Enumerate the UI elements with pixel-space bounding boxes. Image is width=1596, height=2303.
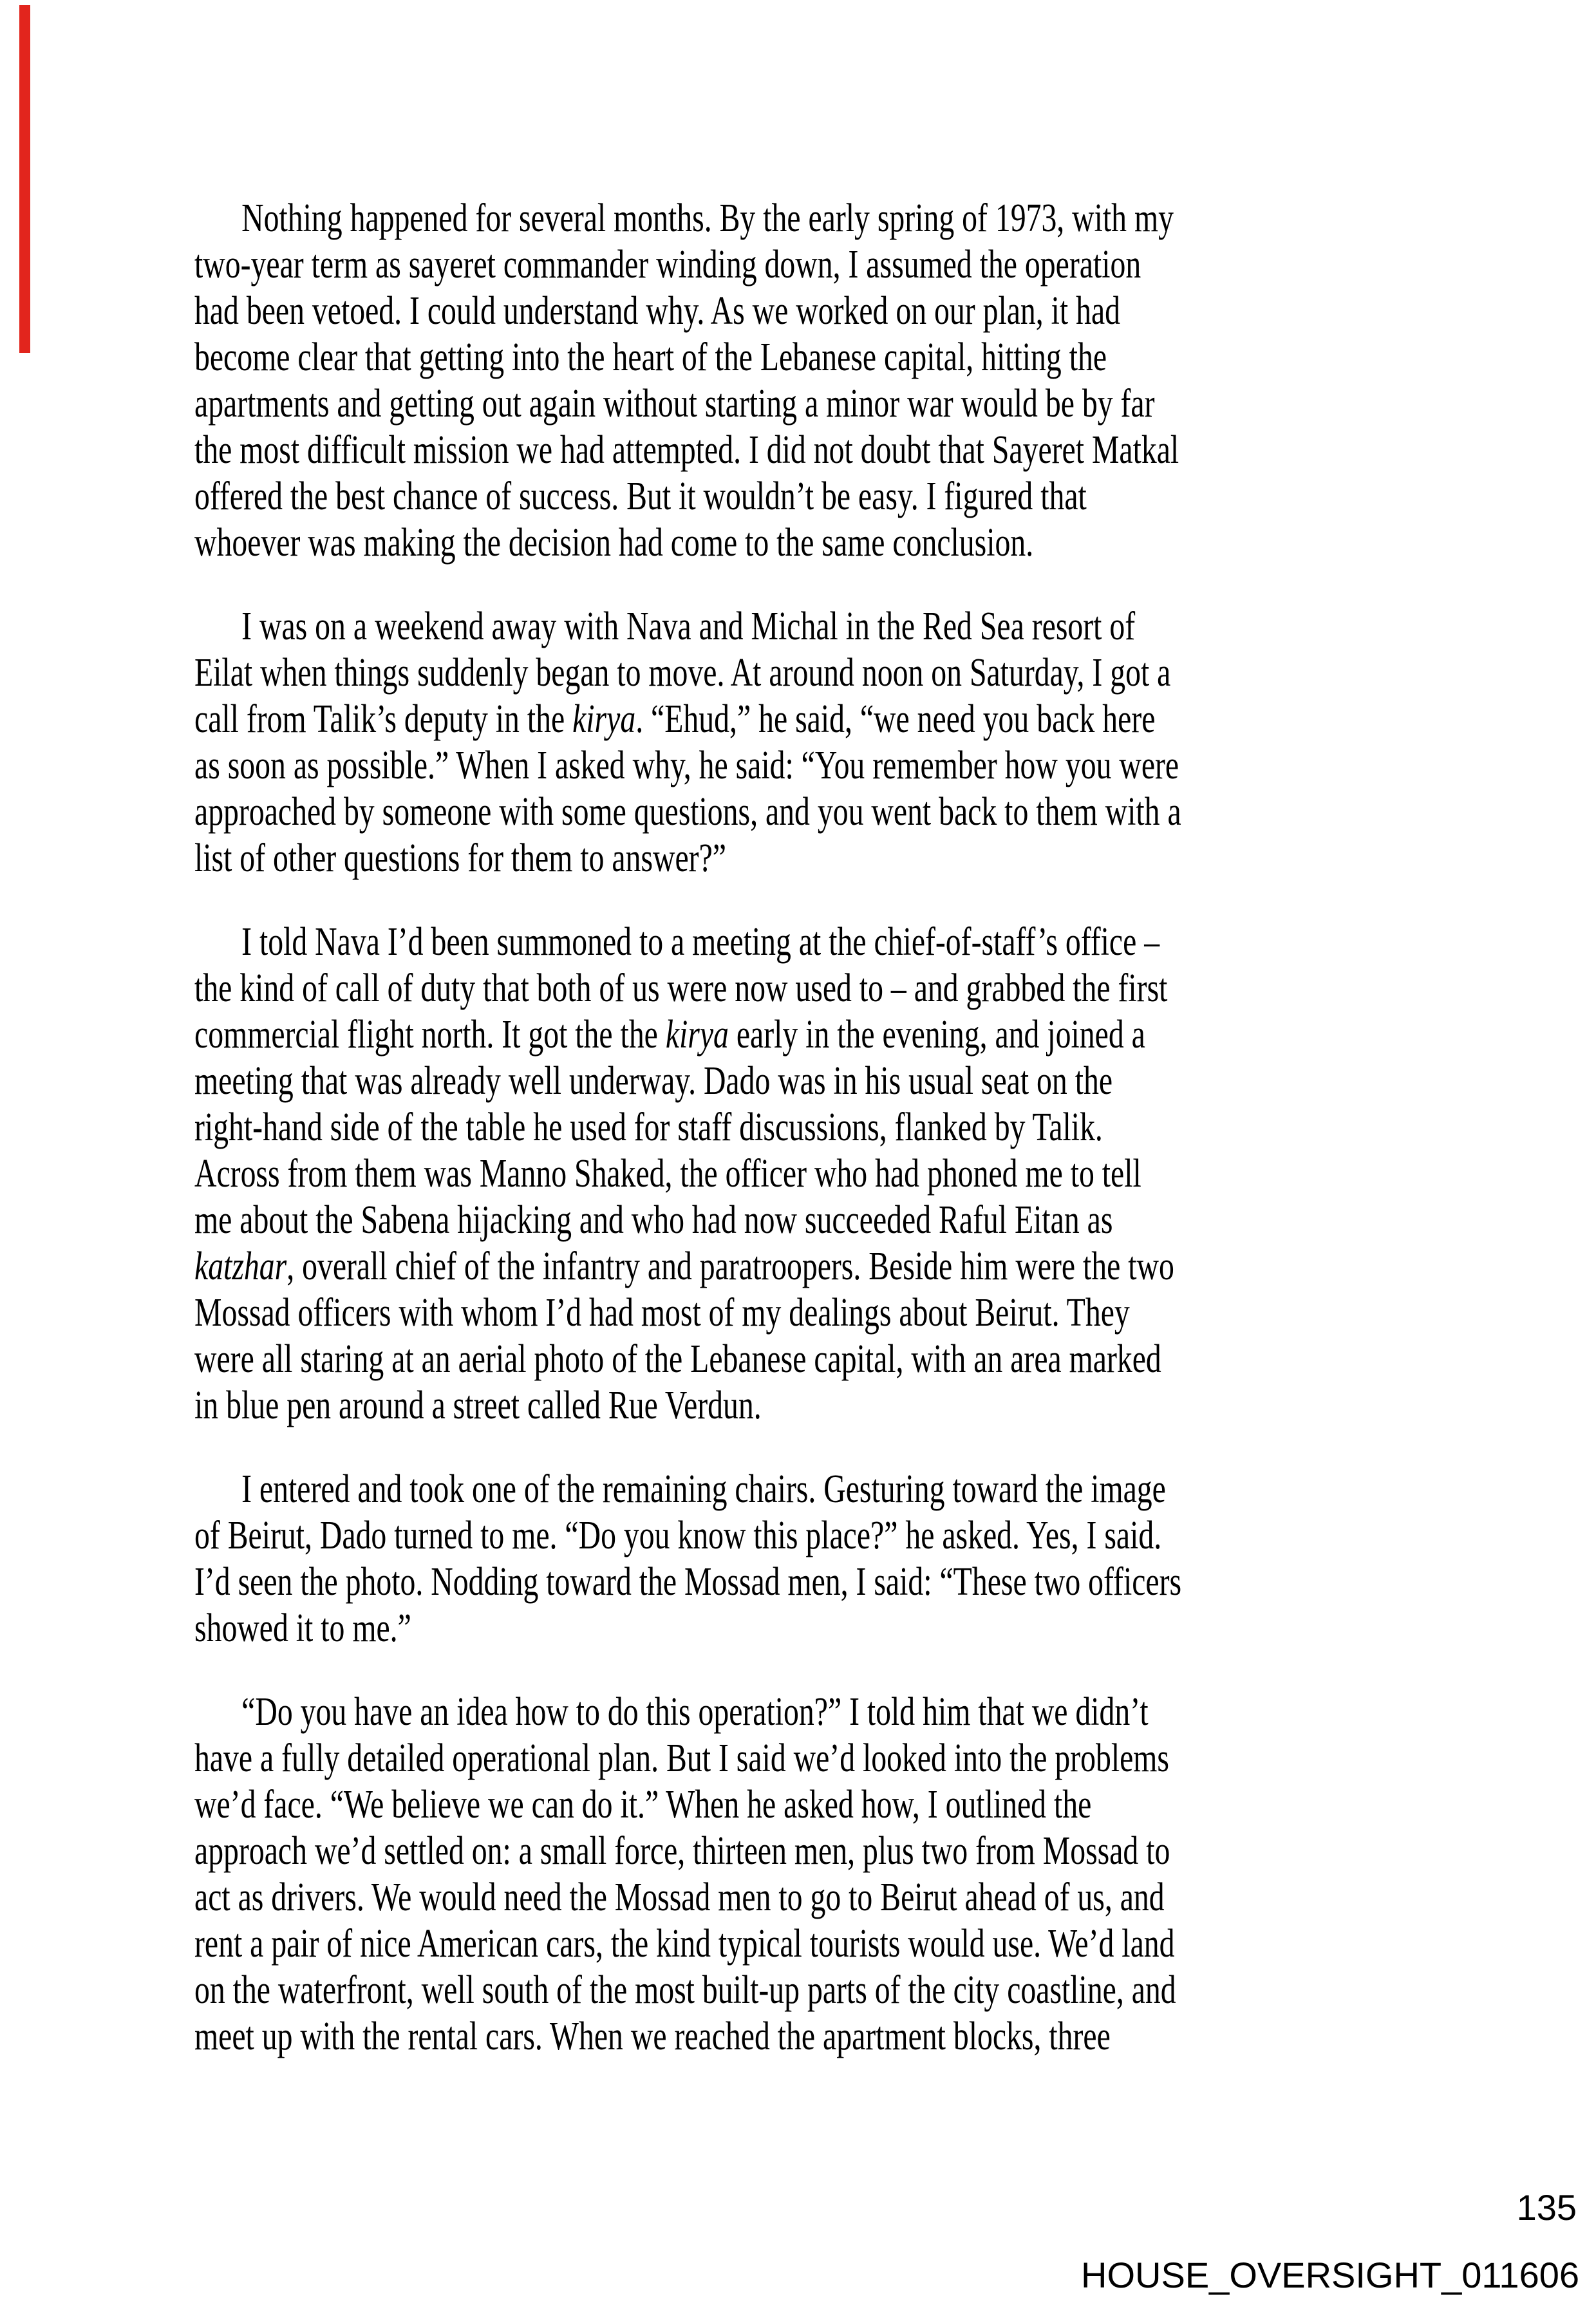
text-line: meet up with the rental cars. When we reached the apartment blocks, three [194, 2015, 1111, 2058]
text-line: two-year term as sayeret commander winding down, I assumed the operation [194, 243, 1141, 287]
text-line: approached by someone with some questions, and you went back to them with a [194, 790, 1181, 834]
paragraph [194, 1689, 1443, 2060]
paragraph [194, 1466, 1443, 1651]
text-line: showed it to me.” [194, 1606, 411, 1650]
paragraph [194, 195, 1443, 566]
text-line: Nothing happened for several months. By the early spring of 1973, with my [241, 196, 1174, 240]
text-line: “Do you have an idea how to do this operation?” I told him that we didn’t [241, 1690, 1149, 1734]
text-line: offered the best chance of success. But it wouldn’t be easy. I figured that [194, 475, 1087, 518]
text-line: right-hand side of the table he used for staff discussions, flanked by Talik. [194, 1105, 1103, 1149]
text-line: have a fully detailed operational plan. But I said we’d looked into the problems [194, 1736, 1170, 1780]
text-line: of Beirut, Dado turned to me. “Do you know this place?” he asked. Yes, I said. [194, 1514, 1162, 1557]
text-line: I was on a weekend away with Nava and Michal in the Red Sea resort of [241, 605, 1136, 648]
text-line: as soon as possible.” When I asked why, he said: “You remember how you were [194, 744, 1179, 787]
text-line: Eilat when things suddenly began to move. At around noon on Saturday, I got a [194, 651, 1171, 695]
text-line: commercial flight north. It got the the kirya early in the evening, and joined a [194, 1013, 1145, 1057]
text-line: apartments and getting out again without starting a minor war would be by far [194, 382, 1155, 426]
page-number: 135 [1516, 2187, 1577, 2228]
text-line: act as drivers. We would need the Mossad men to go to Beirut ahead of us, and [194, 1875, 1165, 1919]
text-line: Mossad officers with whom I’d had most of my dealings about Beirut. They [194, 1291, 1130, 1335]
text-line: meeting that was already well underway. Dado was in his usual seat on the [194, 1059, 1113, 1103]
text-line: call from Talik’s deputy in the kirya. “Ehud,” he said, “we need you back here [194, 697, 1156, 741]
text-line: the kind of call of duty that both of us were now used to – and grabbed the first [194, 966, 1168, 1010]
text-line: we’d face. “We believe we can do it.” When he asked how, I outlined the [194, 1783, 1092, 1827]
text-block [194, 195, 1443, 2060]
text-line: Across from them was Manno Shaked, the officer who had phoned me to tell [194, 1152, 1141, 1196]
red-margin-mark [19, 5, 30, 353]
text-line: approach we’d settled on: a small force, thirteen men, plus two from Mossad to [194, 1829, 1170, 1873]
text-line: I’d seen the photo. Nodding toward the Mossad men, I said: “These two officers [194, 1560, 1182, 1604]
text-line: were all staring at an aerial photo of the Lebanese capital, with an area marked [194, 1337, 1161, 1381]
bates-number: HOUSE_OVERSIGHT_011606 [1081, 2255, 1579, 2295]
text-line: had been vetoed. I could understand why. As we worked on our plan, it had [194, 289, 1121, 333]
text-line: I told Nava I’d been summoned to a meeting at the chief-of-staff’s office – [241, 920, 1160, 964]
text-line: on the waterfront, well south of the most built-up parts of the city coastline, and [194, 1968, 1176, 2012]
text-line: the most difficult mission we had attempted. I did not doubt that Sayeret Matkal [194, 428, 1179, 472]
text-line: katzhar, overall chief of the infantry and paratroopers. Beside him were the two [194, 1245, 1174, 1288]
paragraph [194, 919, 1443, 1429]
text-line: rent a pair of nice American cars, the kind typical tourists would use. We’d land [194, 1922, 1175, 1966]
text-line: me about the Sabena hijacking and who had now succeeded Raful Eitan as [194, 1198, 1113, 1242]
paragraph [194, 603, 1443, 881]
text-line: I entered and took one of the remaining chairs. Gesturing toward the image [241, 1467, 1166, 1511]
text-line: become clear that getting into the heart of the Lebanese capital, hitting the [194, 335, 1107, 379]
text-line: in blue pen around a street called Rue Verdun. [194, 1384, 762, 1427]
text-line: list of other questions for them to answer?” [194, 836, 726, 880]
text-line: whoever was making the decision had come to the same conclusion. [194, 521, 1034, 565]
